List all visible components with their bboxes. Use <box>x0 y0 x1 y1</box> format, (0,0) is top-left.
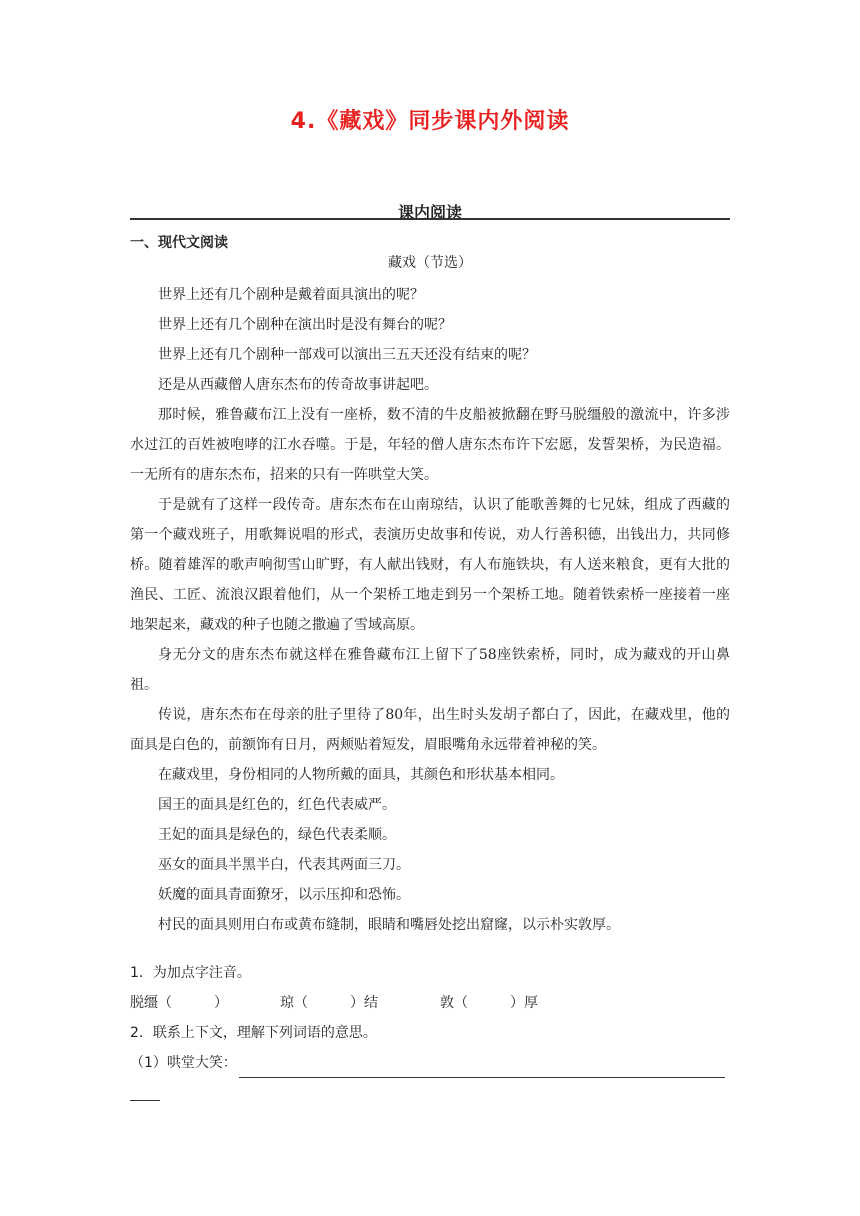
pinyin-items <box>130 988 730 1018</box>
paragraph: 在藏戏里，身份相同的人物所戴的面具，其颜色和形状基本相同。 <box>158 767 564 783</box>
paragraph: 世界上还有几个剧种在演出时是没有舞台的呢？ <box>158 317 452 333</box>
pinyin-item-a: 脱缰（ ） <box>130 995 228 1011</box>
pinyin-item-b: 琼（ ）结 <box>280 995 378 1011</box>
questions-section <box>130 958 730 1078</box>
pinyin-item-c: 敦（ ）厚 <box>440 995 538 1011</box>
document-title: 4.《藏戏》同步课内外阅读 <box>290 109 570 134</box>
paragraph: 身无分文的唐东杰布就这样在雅鲁藏布江上留下了58座铁索桥，同时，成为藏戏的开山鼻祖。 <box>130 647 730 693</box>
question-2-item-1-label: （1）哄堂大笑： <box>130 1055 237 1071</box>
question-2: 2．联系上下文，理解下列词语的意思。 <box>130 1025 377 1041</box>
reading-title: 藏戏（节选） <box>388 255 472 271</box>
paragraph: 王妃的面具是绿色的，绿色代表柔顺。 <box>158 827 396 843</box>
reading-passage <box>130 280 730 940</box>
paragraph: 还是从西藏僧人唐东杰布的传奇故事讲起吧。 <box>158 377 438 393</box>
paragraph: 那时候，雅鲁藏布江上没有一座桥，数不清的牛皮船被掀翻在野马脱缰般的激流中，许多涉水过江的百姓被咆哮的江水吞噬。于是，年轻的僧人唐东杰布许下宏愿，发誓架桥，为民造福。一无所有的唐东杰布，招来的只有一阵哄堂大笑。 <box>130 407 730 483</box>
question-2-item-1 <box>130 1048 730 1078</box>
answer-blank[interactable] <box>239 1059 725 1078</box>
paragraph: 世界上还有几个剧种是戴着面具演出的呢？ <box>158 287 424 303</box>
section-divider <box>130 218 730 220</box>
paragraph: 巫女的面具半黑半白，代表其两面三刀。 <box>158 857 410 873</box>
paragraph: 于是就有了这样一段传奇。唐东杰布在山南琼结，认识了能歌善舞的七兄妹，组成了西藏的第一个藏戏班子，用歌舞说唱的形式，表演历史故事和传说，劝人行善积德，出钱出力，共同修桥。随着雄浑的歌声响彻雪山旷野，有人献出钱财，有人布施铁块，有人送来粮食，更有大批的渔民、工匠、流浪汉跟着他们，从一个架桥工地走到另一个架桥工地。随着铁索桥一座接着一座地架起来，藏戏的种子也随之撒遍了雪域高原。 <box>130 497 730 633</box>
answer-blank-continuation[interactable] <box>130 1100 160 1101</box>
section-heading: 课内阅读 <box>397 203 462 222</box>
paragraph: 村民的面具则用白布或黄布缝制，眼睛和嘴唇处挖出窟窿，以示朴实敦厚。 <box>158 917 620 933</box>
paragraph: 传说，唐东杰布在母亲的肚子里待了80年，出生时头发胡子都白了，因此，在藏戏里，他的面具是白色的，前额饰有日月，两颊贴着短发，眉眼嘴角永远带着神秘的笑。 <box>130 707 730 753</box>
paragraph: 妖魔的面具青面獠牙，以示压抑和恐怖。 <box>158 887 410 903</box>
paragraph: 国王的面具是红色的，红色代表威严。 <box>158 797 396 813</box>
paragraph: 世界上还有几个剧种一部戏可以演出三五天还没有结束的呢？ <box>158 347 536 363</box>
part-heading: 一、现代文阅读 <box>130 235 228 251</box>
question-1: 1．为加点字注音。 <box>130 965 251 981</box>
